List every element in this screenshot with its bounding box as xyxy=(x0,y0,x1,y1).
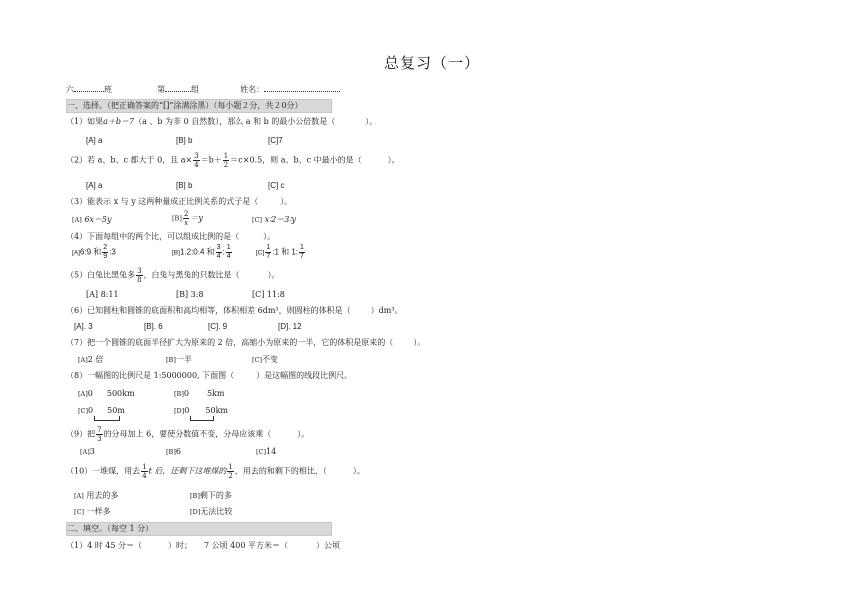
q8-option-a-zero: 0 xyxy=(87,389,93,398)
q9-option-a-text: 3 xyxy=(89,447,95,456)
q2-frac1-num: 3 xyxy=(194,152,199,160)
q9-option-b[interactable] xyxy=(166,447,181,457)
q5-text-a: （5）白兔比黑兔多 xyxy=(66,270,136,280)
q5-text-c: ）。 xyxy=(267,270,280,280)
q1-option-a[interactable]: [A] a xyxy=(86,136,103,145)
q10-frac1-num: 1 xyxy=(142,463,147,471)
q3-option-a[interactable] xyxy=(72,215,112,225)
q9-text-c: ）。 xyxy=(297,429,310,439)
q2-text-d: ）。 xyxy=(387,155,400,165)
q8-option-c-tag: [C] xyxy=(78,407,89,415)
group-suffix: 组 xyxy=(191,85,200,94)
q10-option-a[interactable] xyxy=(74,491,118,501)
section-2-heading: 二、填空。（每空 1 分） xyxy=(66,522,332,536)
section-1-heading: 一、选择。（把正确答案的“[]”涂满涂黑）（每小题２分，共２0分） xyxy=(66,99,332,113)
q2-text-c: ＝c×0.5，则 a、b、c 中最小的是（ xyxy=(230,155,362,165)
grade-label: 六 xyxy=(66,85,74,94)
q10-frac1-den: 4 xyxy=(142,472,147,480)
q8-option-d-value: 50km xyxy=(205,406,229,415)
q10-frac2-den: 2 xyxy=(228,472,233,480)
q4-option-a-den: 9 xyxy=(103,253,108,260)
q9-option-b-text: 6 xyxy=(175,447,181,456)
question-6 xyxy=(66,306,403,316)
question-9 xyxy=(66,426,309,443)
q8-text-b: ）是这幅图的线段比例尺。 xyxy=(256,371,353,380)
q8-option-c-value: 50m xyxy=(107,406,125,415)
q10-text-b: t 后，还剩下这堆煤的 xyxy=(148,466,227,476)
q10-option-b-tag: [B] xyxy=(190,492,200,500)
q6-option-d[interactable]: [D]. 12 xyxy=(278,322,302,331)
q9-frac-num: 7 xyxy=(97,426,102,434)
q1-text-a: （1）如果 xyxy=(66,117,104,126)
q4-option-a-part2: :3 xyxy=(109,247,116,257)
q10-option-b-text: 剩下的多 xyxy=(199,491,232,500)
q5-option-c[interactable]: [C] 11:8 xyxy=(252,290,285,299)
class-blank[interactable] xyxy=(74,91,104,92)
fill-question-1 xyxy=(66,541,340,551)
f1-text-c: 7 公顷 400 平方米＝（ xyxy=(204,541,288,550)
q8-option-d-zero: 0 xyxy=(184,406,190,415)
q4-option-b-tag: [B] xyxy=(172,249,180,257)
q5-frac-den: 8 xyxy=(137,276,142,284)
q1-option-b[interactable]: [B] b xyxy=(176,136,193,145)
q3-option-a-tag: [A] xyxy=(72,216,82,224)
q9-text-a: （9）把 xyxy=(66,429,96,439)
name-label: 姓名： xyxy=(240,85,265,94)
q9-option-a[interactable] xyxy=(80,447,95,457)
q8-option-a-tag: [A] xyxy=(78,390,88,398)
q10-option-c-text: 一样多 xyxy=(86,507,111,516)
name-blank[interactable] xyxy=(264,91,340,92)
q7-text-a: （7）把一个圆锥的底面半径扩大为原来的 2 倍，高缩小为原来的一半，它的体积是原来的（ xyxy=(66,338,394,347)
q5-option-b[interactable]: [B] 3:8 xyxy=(176,290,204,299)
q10-frac2-num: 1 xyxy=(228,463,233,471)
q9-option-c-tag: [C] xyxy=(256,448,267,456)
q10-text-a: （10）一堆煤，用去 xyxy=(66,466,141,476)
group-blank[interactable] xyxy=(165,91,191,92)
q8-option-d[interactable] xyxy=(174,406,228,416)
q3-option-c-tag: [C] xyxy=(252,216,263,224)
q2-option-c[interactable]: [C] c xyxy=(268,181,285,190)
q10-option-d-tag: [D] xyxy=(190,508,201,516)
q4-option-c-num1: 1 xyxy=(266,244,271,251)
q4-option-c-num2: 1 xyxy=(300,244,304,251)
q3-text: （3）能表示 x 与 y 这两种量成正比例关系的式子是（ xyxy=(66,197,259,206)
q6-text-a: （6）已知圆柱和圆锥的底面积和高均相等，体积相差 6dm³，则圆柱的体积是（ xyxy=(66,306,351,315)
q4-option-a-num: 2 xyxy=(103,244,108,251)
q6-text-b: ）dm³。 xyxy=(370,306,403,315)
q8-option-a-value: 500km xyxy=(106,389,135,398)
q3-option-b[interactable] xyxy=(172,210,203,227)
q4-option-a-part1: 6:9 和 xyxy=(79,247,102,257)
q7-option-a[interactable] xyxy=(78,355,103,365)
f1-text-a: （1）4 时 45 分＝（ xyxy=(66,541,142,550)
q4-option-b-num1: 3 xyxy=(216,244,221,251)
q4-option-b[interactable] xyxy=(172,244,233,261)
question-10 xyxy=(66,463,365,480)
question-8 xyxy=(66,371,352,381)
q8-option-b-value: 5km xyxy=(206,389,225,398)
q4-text: （4）下面每组中的两个比，可以组成比例的是（ xyxy=(66,232,240,241)
q6-option-c[interactable]: [C]. 9 xyxy=(208,322,228,331)
q8-text-a: （8）一幅图的比例尺是 1:5000000, 下面图（ xyxy=(66,371,235,380)
q3-option-b-den: x xyxy=(184,219,189,227)
q9-option-a-tag: [A] xyxy=(80,448,90,456)
q10-option-a-text: 用去的多 xyxy=(86,491,119,500)
q4-option-b-part1: 1.2:0.4 和 xyxy=(179,247,215,257)
q4-option-b-den2: 4 xyxy=(226,253,231,260)
q2-frac1-den: 4 xyxy=(194,161,199,169)
q8-option-b-tag: [B] xyxy=(174,390,184,398)
q2-frac2-num: 1 xyxy=(223,152,229,160)
q7-option-c-text: 不变 xyxy=(262,355,279,364)
q8-option-b[interactable] xyxy=(174,389,224,399)
q2-text-a: （2）若 a、b、c 都大于 0，且 a× xyxy=(66,155,193,165)
q4-option-c-part1: :1 和 1: xyxy=(272,247,299,257)
q4-option-a[interactable] xyxy=(72,244,116,261)
class-label: 班 xyxy=(104,85,112,94)
q10-option-b[interactable] xyxy=(190,491,232,501)
question-5 xyxy=(66,267,280,284)
q10-option-a-tag: [A] xyxy=(74,492,84,500)
q10-option-d[interactable] xyxy=(190,507,232,517)
q10-option-d-text: 无法比较 xyxy=(200,507,233,516)
q4-option-c[interactable] xyxy=(256,244,306,261)
q2-text-b: ＝b＋ xyxy=(200,155,222,165)
q8-scale-bar-c xyxy=(94,416,120,421)
q8-option-b-zero: 0 xyxy=(183,389,189,398)
question-3 xyxy=(66,197,292,207)
page-title: 总复习（一） xyxy=(384,54,481,72)
question-2 xyxy=(66,152,400,169)
q4-option-b-num2: 1 xyxy=(226,244,231,251)
q9-option-c[interactable] xyxy=(256,447,276,457)
f1-text-d: ）公顷 xyxy=(316,541,340,550)
f1-text-b: ）时； xyxy=(168,541,192,550)
q7-text-b: ）。 xyxy=(413,338,426,347)
q3-option-b-num: 2 xyxy=(183,210,189,218)
q8-option-a[interactable] xyxy=(78,389,135,399)
q4-option-c-den2: 7 xyxy=(300,253,304,260)
q6-option-b[interactable]: [B]. 6 xyxy=(144,322,163,331)
q7-option-b-tag: [B] xyxy=(166,356,176,364)
q4-option-c-tag: [C] xyxy=(256,249,265,257)
q4-option-c-den1: 7 xyxy=(266,253,271,260)
question-4 xyxy=(66,232,275,242)
q6-option-a[interactable]: [A]. 3 xyxy=(74,322,93,331)
q7-option-c[interactable] xyxy=(252,355,278,365)
q7-option-c-tag: [C] xyxy=(252,356,263,364)
q9-frac-den: 3 xyxy=(97,435,102,443)
q7-option-a-text: 2 倍 xyxy=(87,355,104,364)
q3-text-end: ）。 xyxy=(280,197,293,206)
q2-option-a[interactable]: [A] a xyxy=(86,181,103,190)
q8-option-c[interactable] xyxy=(78,406,125,416)
q3-option-a-text: 6x＝5y xyxy=(84,215,112,224)
q7-option-b[interactable] xyxy=(166,355,192,365)
q4-option-b-den1: 4 xyxy=(216,253,221,260)
q10-option-c-tag: [C] xyxy=(74,508,85,516)
q5-option-a[interactable]: [A] 8:11 xyxy=(86,290,119,299)
q2-frac2-den: 2 xyxy=(223,161,229,169)
q10-text-d: ）。 xyxy=(352,466,365,476)
group-label: 第 xyxy=(157,85,166,94)
q10-text-c: ，用去的和剩下的相比，（ xyxy=(234,466,327,476)
q3-option-c-text: x∶2＝3∶y xyxy=(264,215,296,224)
q4-option-a-tag: [A] xyxy=(72,249,80,257)
q4-option-b-part2: : xyxy=(222,247,225,257)
student-info-line xyxy=(66,85,340,95)
q5-frac-num: 3 xyxy=(137,267,142,275)
q9-text-b: 的分母加上 6，要使分数值不变，分母应该乘（ xyxy=(103,429,272,439)
q1-option-c[interactable]: [C]7 xyxy=(268,136,283,145)
q1-equation: a＋b＝7 xyxy=(103,117,135,126)
q8-scale-bar-d xyxy=(190,416,214,421)
q8-option-d-tag: [D] xyxy=(174,407,185,415)
q2-option-b[interactable]: [B] b xyxy=(176,181,193,190)
q1-text-b: （a 、b 为非 0 自然数），那么 a 和 b 的最小公倍数是（ xyxy=(134,117,336,126)
q3-option-c[interactable] xyxy=(252,215,296,225)
q9-option-b-tag: [B] xyxy=(166,448,176,456)
q8-option-c-zero: 0 xyxy=(88,406,94,415)
q10-option-c[interactable] xyxy=(74,507,111,517)
question-7 xyxy=(66,338,425,348)
q3-option-b-tag: [B] xyxy=(172,214,182,223)
q3-option-b-rest: ＝y xyxy=(190,213,203,223)
q4-text-end: ）。 xyxy=(263,232,276,241)
q9-option-c-text: 14 xyxy=(266,447,277,456)
question-1 xyxy=(66,117,377,127)
q5-text-b: ，白兔与黑兔的只数比是（ xyxy=(143,270,240,280)
q7-option-a-tag: [A] xyxy=(78,356,88,364)
q1-text-c: ）。 xyxy=(365,117,378,126)
q7-option-b-text: 一半 xyxy=(175,355,192,364)
